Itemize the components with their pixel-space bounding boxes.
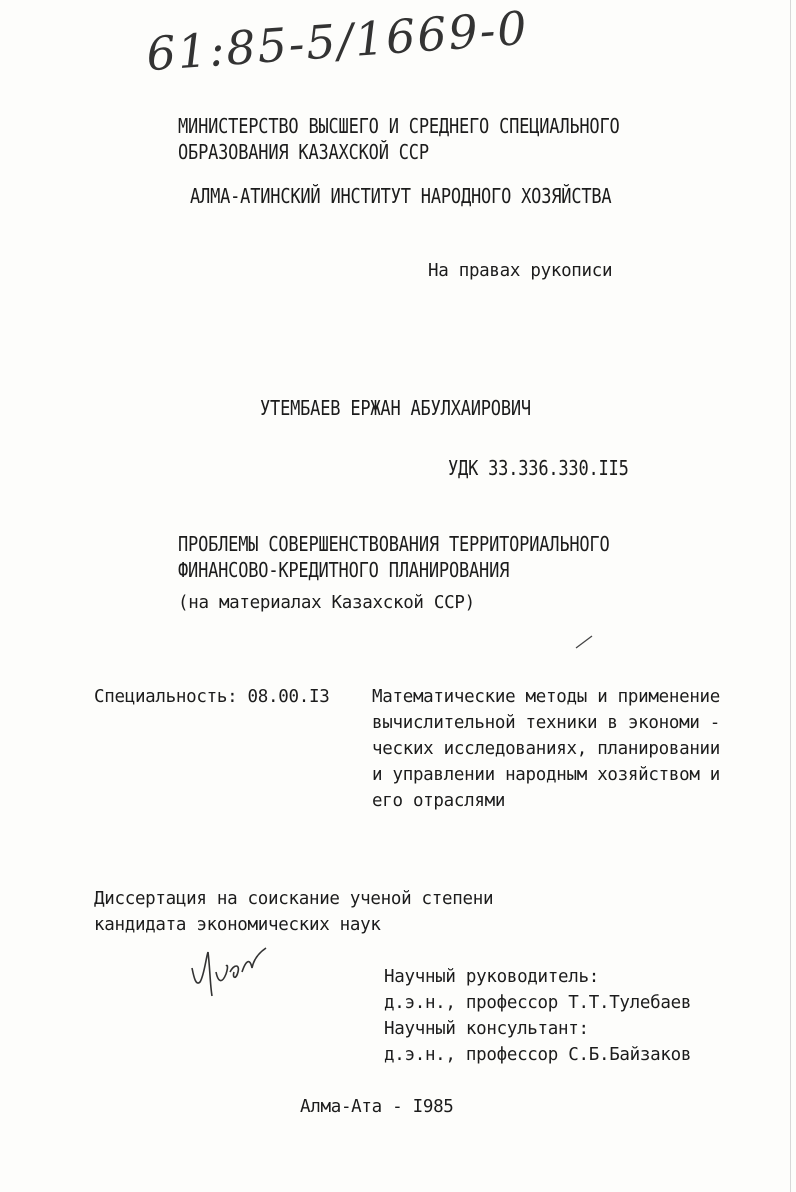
specialty-label: Специальность: 08.00.I3 xyxy=(94,687,330,707)
ministry-line-1: МИНИСТЕРСТВО ВЫСШЕГО И СРЕДНЕГО СПЕЦИАЛЬНОГО xyxy=(178,115,620,140)
udc-code: УДК 33.336.330.II5 xyxy=(448,457,629,482)
title-line-1: ПРОБЛЕМЫ СОВЕРШЕНСТВОВАНИЯ ТЕРРИТОРИАЛЬНОГО xyxy=(178,533,610,558)
consultant-label: Научный консультант: xyxy=(384,1019,589,1039)
dissertation-line-1: Диссертация на соискание ученой степени xyxy=(94,889,494,909)
dissertation-line-2: кандидата экономических наук xyxy=(94,915,381,935)
title-subtitle: (на материалах Казахской ССР) xyxy=(178,593,475,613)
specialty-description-2: вычислительной техники в экономи - xyxy=(372,713,721,733)
manuscript-rights: На правах рукописи xyxy=(428,261,613,281)
archive-handwritten-mark: 61:85-5/1669-0 xyxy=(144,0,531,82)
institute-name: АЛМА-АТИНСКИЙ ИНСТИТУТ НАРОДНОГО ХОЗЯЙСТВА xyxy=(190,185,612,210)
ministry-line-2: ОБРАЗОВАНИЯ КАЗАХСКОЙ ССР xyxy=(178,141,429,166)
specialty-description-5: его отраслями xyxy=(372,791,506,811)
title-line-2: ФИНАНСОВО-КРЕДИТНОГО ПЛАНИРОВАНИЯ xyxy=(178,559,510,584)
pen-stroke-mark xyxy=(574,632,596,652)
place-and-year: Алма-Ата - I985 xyxy=(300,1097,454,1117)
specialty-description-4: и управлении народным хозяйством и xyxy=(372,765,721,785)
supervisor-name: д.э.н., профессор Т.Т.Тулебаев xyxy=(384,993,692,1013)
scan-edge-line xyxy=(790,0,791,1192)
specialty-description-3: ческих исследованиях, планировании xyxy=(372,739,721,759)
consultant-name: д.э.н., профессор С.Б.Байзаков xyxy=(384,1045,692,1065)
author-name: УТЕМБАЕВ ЕРЖАН АБУЛХАИРОВИЧ xyxy=(260,397,531,422)
handwritten-signature xyxy=(186,938,282,1002)
supervisor-label: Научный руководитель: xyxy=(384,967,599,987)
specialty-description-1: Математические методы и применение xyxy=(372,687,721,707)
